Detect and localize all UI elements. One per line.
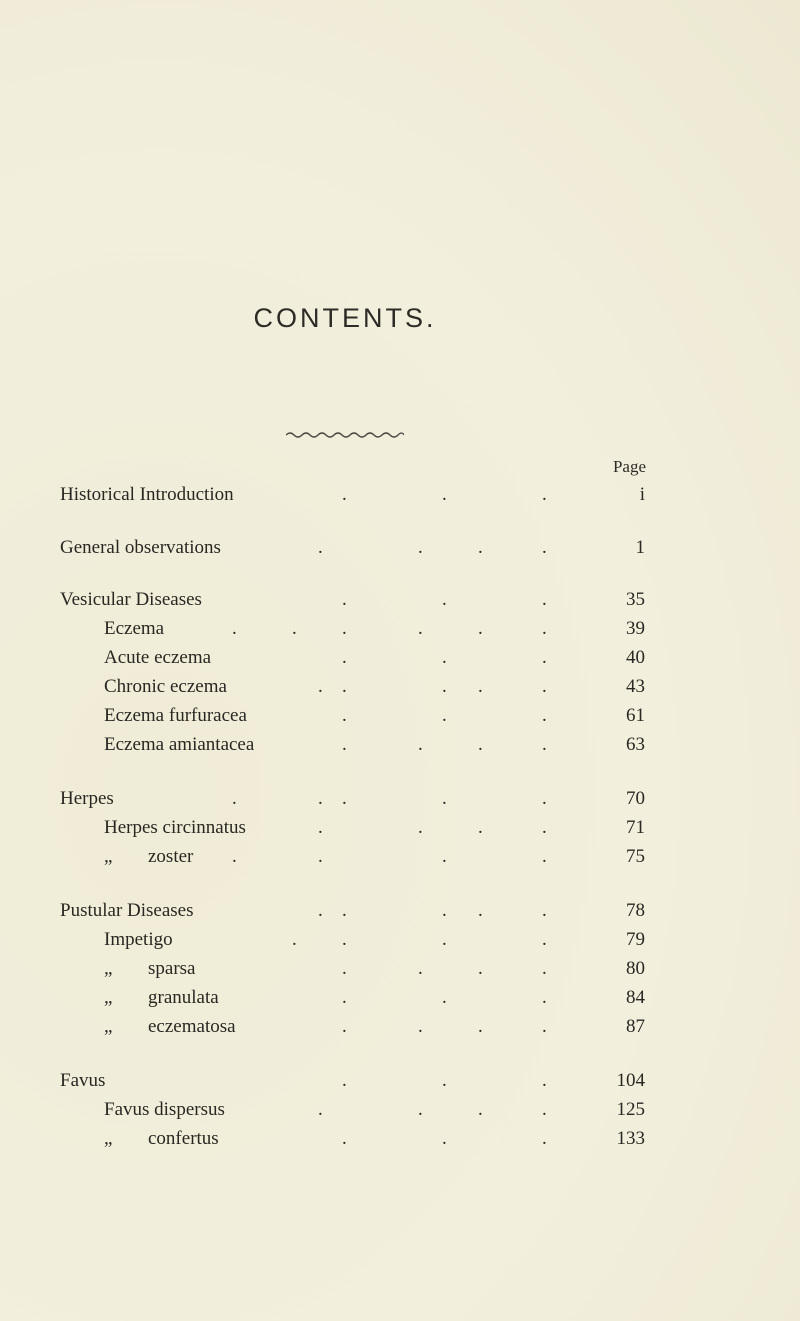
toc-entry-text: Pustular Diseases [60,900,194,921]
toc-entry-page-number: 84 [626,987,645,1008]
toc-entry-page-number: 125 [616,1099,645,1120]
toc-entry: Historical Introduction . . . i [0,482,800,508]
toc-entry: Pustular Diseases . . . . . 78 [0,898,800,924]
toc-entry-label [104,732,254,758]
toc-entry-label [60,535,221,561]
toc-entry-label [60,1068,105,1094]
toc-entry-page-number: 39 [626,618,645,639]
toc-entry-label [60,587,202,613]
toc-entry: „ sparsa . . . . 80 [0,956,800,982]
toc-entry-page-number: 133 [616,1128,645,1149]
toc-entry-page-number: 35 [626,589,645,610]
toc-entry-text: Favus [60,1070,106,1091]
page-column-heading: Page [612,457,646,476]
toc-entry: Impetigo . . . . 79 [0,927,800,953]
toc-entry: „ granulata . . . 84 [0,985,800,1011]
toc-entry: Herpes circinnatus . . . . 71 [0,815,800,841]
toc-entry: „ confertus . . . 133 [0,1126,800,1152]
toc-entry-text: confertus [148,1128,219,1149]
toc-entry-label [104,956,195,982]
toc-entry-label [104,927,173,953]
toc-entry-page-number: 63 [626,734,645,755]
toc-entry-page-number: 61 [626,705,645,726]
ditto-mark: „ [104,1016,113,1037]
toc-entry-text: eczematosa [148,1016,236,1037]
ditto-mark: „ [104,846,113,867]
toc-entry-label [104,616,164,642]
toc-entry-page-number: 75 [626,846,645,867]
toc-entry: Favus . . . 104 [0,1068,800,1094]
ditto-mark: „ [104,987,113,1008]
toc-entry: Favus dispersus . . . . 125 [0,1097,800,1123]
toc-entry-text: granulata [148,987,219,1008]
toc-entry-label [60,898,194,924]
toc-entry-page-number: 104 [616,1070,645,1091]
toc-entry-text: General observations [60,537,221,558]
toc-entry: Eczema . . . . . . 39 [0,616,800,642]
toc-entry: Eczema amiantacea . . . . 63 [0,732,800,758]
toc-entry-page-number: 43 [626,676,645,697]
toc-entry-text: Acute eczema [104,647,212,668]
toc-entry: „ zoster . . . . 75 [0,844,800,870]
toc-entry-label [104,1014,236,1040]
toc-entry: Eczema furfuracea . . . 61 [0,703,800,729]
toc-entry-text: Herpes circinnatus [104,817,246,838]
ditto-mark: „ [104,1128,113,1149]
toc-entry-page-number: i [639,484,645,505]
toc-entry-label [104,703,247,729]
toc-entry-page-number: 79 [626,929,645,950]
toc-entry-page-number: 78 [626,900,645,921]
toc-entry-page-number: 87 [626,1016,645,1037]
toc-entry-label [104,985,219,1011]
toc-entry: Vesicular Diseases . . . 35 [0,587,800,613]
toc-entry-text: Chronic eczema [104,676,227,697]
toc-entry-text: Impetigo [104,929,173,950]
toc-entry-text: sparsa [148,958,196,979]
toc-entry-label [104,815,246,841]
toc-entry-page-number: 1 [635,537,645,558]
toc-entry-text: Eczema [104,618,165,639]
decorative-rule [286,430,404,438]
toc-entry-label [104,1097,225,1123]
toc-entry-label [104,844,193,870]
toc-entry-text: Historical Introduction [60,484,234,505]
page-title: CONTENTS. [253,303,437,333]
toc-entry: Herpes . . . . . 70 [0,786,800,812]
toc-entry: Chronic eczema . . . . . 43 [0,674,800,700]
toc-entry-page-number: 40 [626,647,645,668]
toc-entry-label [60,786,114,812]
toc-entry-label [104,645,211,671]
toc-entry-label [104,674,227,700]
toc-entry-text: zoster [148,846,194,867]
toc-entry-text: Favus dispersus [104,1099,225,1120]
toc-entry-label [104,1126,219,1152]
toc-entry-label [60,482,234,508]
toc-entry-page-number: 71 [626,817,645,838]
toc-entry: „ eczematosa . . . . 87 [0,1014,800,1040]
toc-entry-text: Vesicular Diseases [60,589,202,610]
toc-entry-text: Eczema furfuracea [104,705,247,726]
toc-entry: Acute eczema . . . 40 [0,645,800,671]
ditto-mark: „ [104,958,113,979]
toc-entry: General observations . . . . 1 [0,535,800,561]
toc-entry-text: Eczema amiantacea [104,734,255,755]
toc-entry-page-number: 70 [626,788,645,809]
toc-entry-text: Herpes [60,788,114,809]
toc-entry-page-number: 80 [626,958,645,979]
